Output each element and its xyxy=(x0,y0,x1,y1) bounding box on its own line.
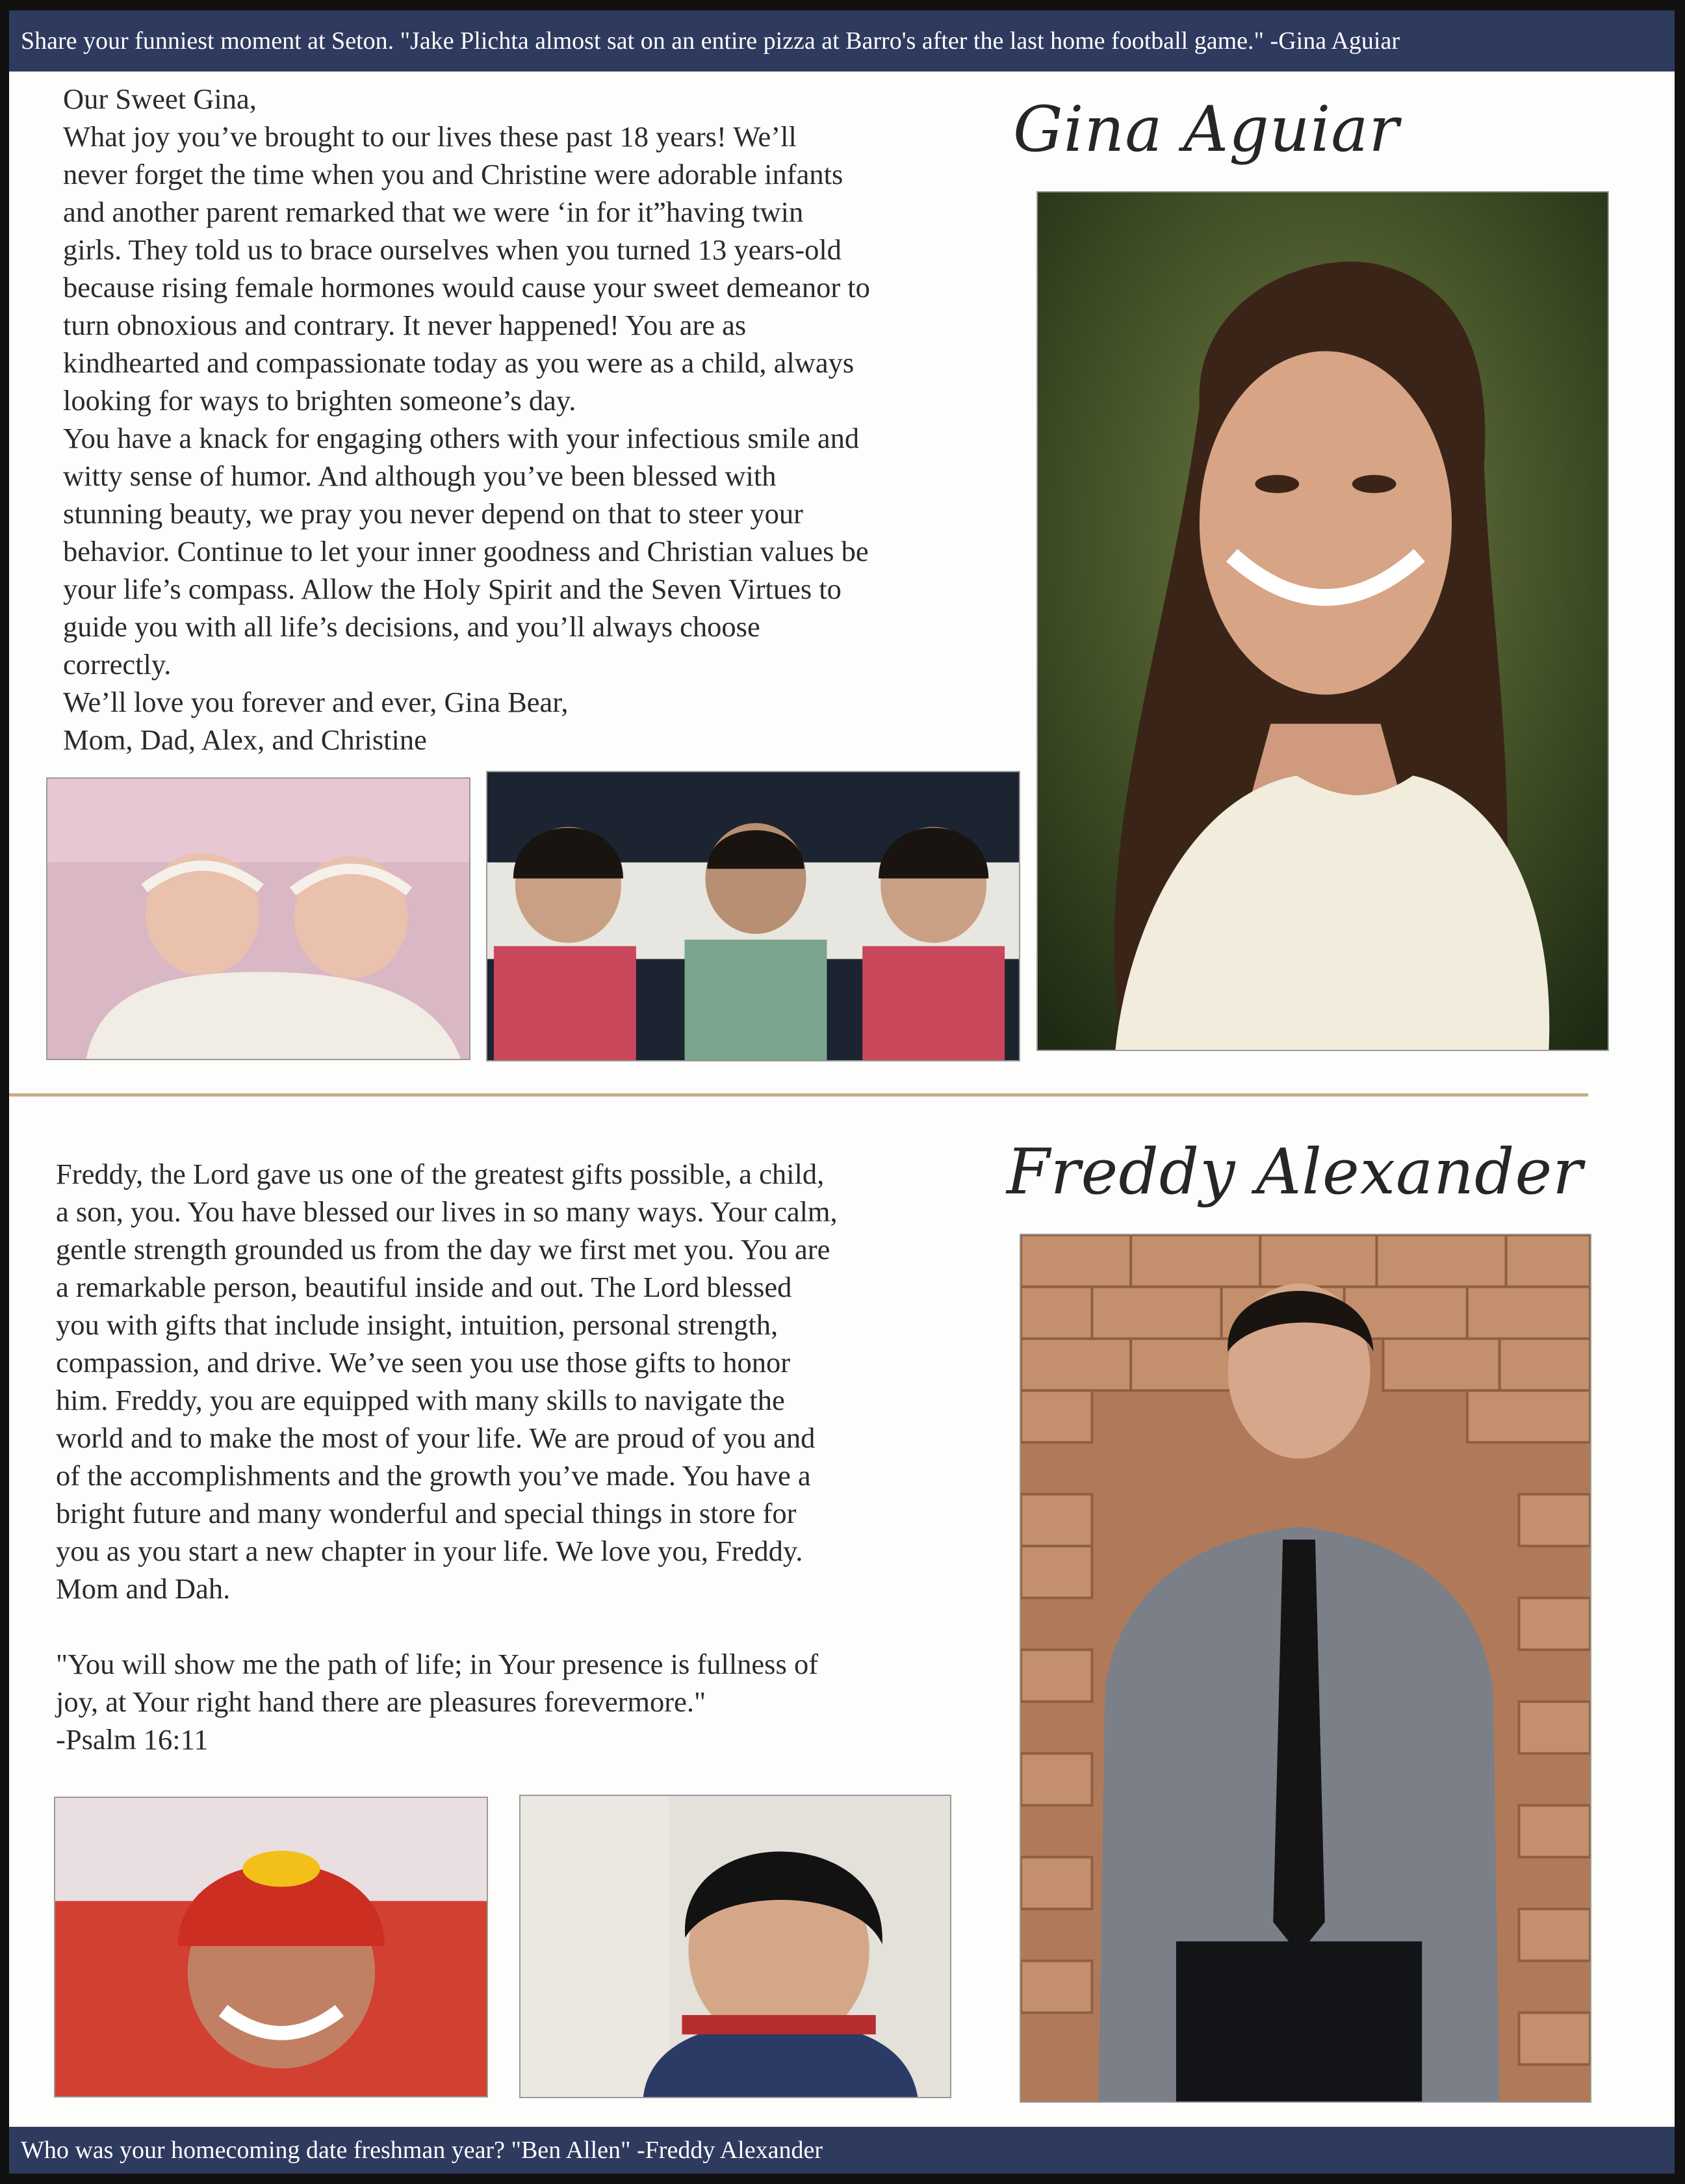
section-divider xyxy=(9,1093,1588,1097)
gina-letter-line: guide you with all life’s decisions, and you’ll always choose xyxy=(63,610,760,643)
gina-letter-line: You have a knack for engaging others with your infectious smile and xyxy=(63,422,860,454)
freddy-portrait-photo xyxy=(1020,1234,1591,2103)
gina-letter-line: Mom, Dad, Alex, and Christine xyxy=(63,723,427,756)
bottom-banner: Who was your homecoming date freshman year? "Ben Allen" -Freddy Alexander xyxy=(9,2127,1675,2174)
gina-letter-line: your life’s compass. Allow the Holy Spirit and the Seven Virtues to xyxy=(63,573,842,605)
freddy-letter-line xyxy=(56,1607,838,1645)
freddy-letter-line: a remarkable person, beautiful inside and out. The Lord blessed xyxy=(56,1271,792,1303)
gina-letter xyxy=(63,80,870,759)
gina-siblings-childhood-photo xyxy=(486,771,1020,1061)
gina-letter-line: looking for ways to brighten someone’s day. xyxy=(63,384,576,417)
freddy-letter-line: "You will show me the path of life; in Your presence is fullness of xyxy=(56,1648,819,1680)
freddy-letter-line: you with gifts that include insight, intuition, personal strength, xyxy=(56,1308,778,1341)
freddy-letter-line: -Psalm 16:11 xyxy=(56,1723,209,1756)
freddy-letter-line: gentle strength grounded us from the day we first met you. You are xyxy=(56,1233,830,1266)
top-banner: Share your funniest moment at Seton. "Jake Plichta almost sat on an entire pizza at Barro's after the last home football game." -Gina Aguiar xyxy=(9,10,1675,72)
freddy-letter-line: you as you start a new chapter in your life. We love you, Freddy. xyxy=(56,1535,803,1567)
gina-twins-baby-photo xyxy=(46,777,470,1060)
gina-letter-line: correctly. xyxy=(63,648,172,681)
gina-letter-line: What joy you’ve brought to our lives these past 18 years! We’ll xyxy=(63,120,797,153)
freddy-snow-childhood-photo xyxy=(54,1797,488,2098)
gina-letter-line: and another parent remarked that we were ‘in for it”having twin xyxy=(63,196,804,228)
gina-letter-line: We’ll love you forever and ever, Gina Bear, xyxy=(63,686,569,718)
gina-letter-line: witty sense of humor. And although you’ve been blessed with xyxy=(63,460,777,492)
gina-letter-line: girls. They told us to brace ourselves when you turned 13 years-old xyxy=(63,233,842,266)
freddy-letter-line: him. Freddy, you are equipped with many skills to navigate the xyxy=(56,1384,785,1416)
gina-portrait-photo xyxy=(1036,191,1609,1051)
gina-letter-line: turn obnoxious and contrary. It never happened! You are as xyxy=(63,309,747,341)
yearbook-page xyxy=(9,10,1675,2174)
gina-letter-line: Our Sweet Gina, xyxy=(63,83,257,115)
freddy-letter-line: bright future and many wonderful and special things in store for xyxy=(56,1497,797,1529)
freddy-letter-line: of the accomplishments and the growth you’ve made. You have a xyxy=(56,1459,811,1492)
gina-letter-line: kindhearted and compassionate today as you were as a child, always xyxy=(63,346,855,379)
gina-letter-line: behavior. Continue to let your inner goodness and Christian values be xyxy=(63,535,869,567)
gina-letter-line: never forget the time when you and Christine were adorable infants xyxy=(63,158,843,190)
freddy-letter-line: a son, you. You have blessed our lives in so many ways. Your calm, xyxy=(56,1195,838,1228)
freddy-letter-line: Mom and Dah. xyxy=(56,1572,231,1605)
gina-name-heading: Gina Aguiar xyxy=(1013,93,1400,166)
freddy-letter-line: compassion, and drive. We’ve seen you use those gifts to honor xyxy=(56,1346,791,1379)
freddy-letter-line: Freddy, the Lord gave us one of the greatest gifts possible, a child, xyxy=(56,1158,825,1190)
freddy-letter-line: world and to make the most of your life. We are proud of you and xyxy=(56,1422,816,1454)
gina-letter-line: stunning beauty, we pray you never depend on that to steer your xyxy=(63,497,803,530)
freddy-toddler-photo xyxy=(519,1795,951,2098)
freddy-name-heading: Freddy Alexander xyxy=(1007,1136,1584,1208)
gina-letter-line: because rising female hormones would cause your sweet demeanor to xyxy=(63,271,870,304)
freddy-letter xyxy=(56,1155,838,1758)
freddy-letter-line: joy, at Your right hand there are pleasures forevermore." xyxy=(56,1685,706,1718)
